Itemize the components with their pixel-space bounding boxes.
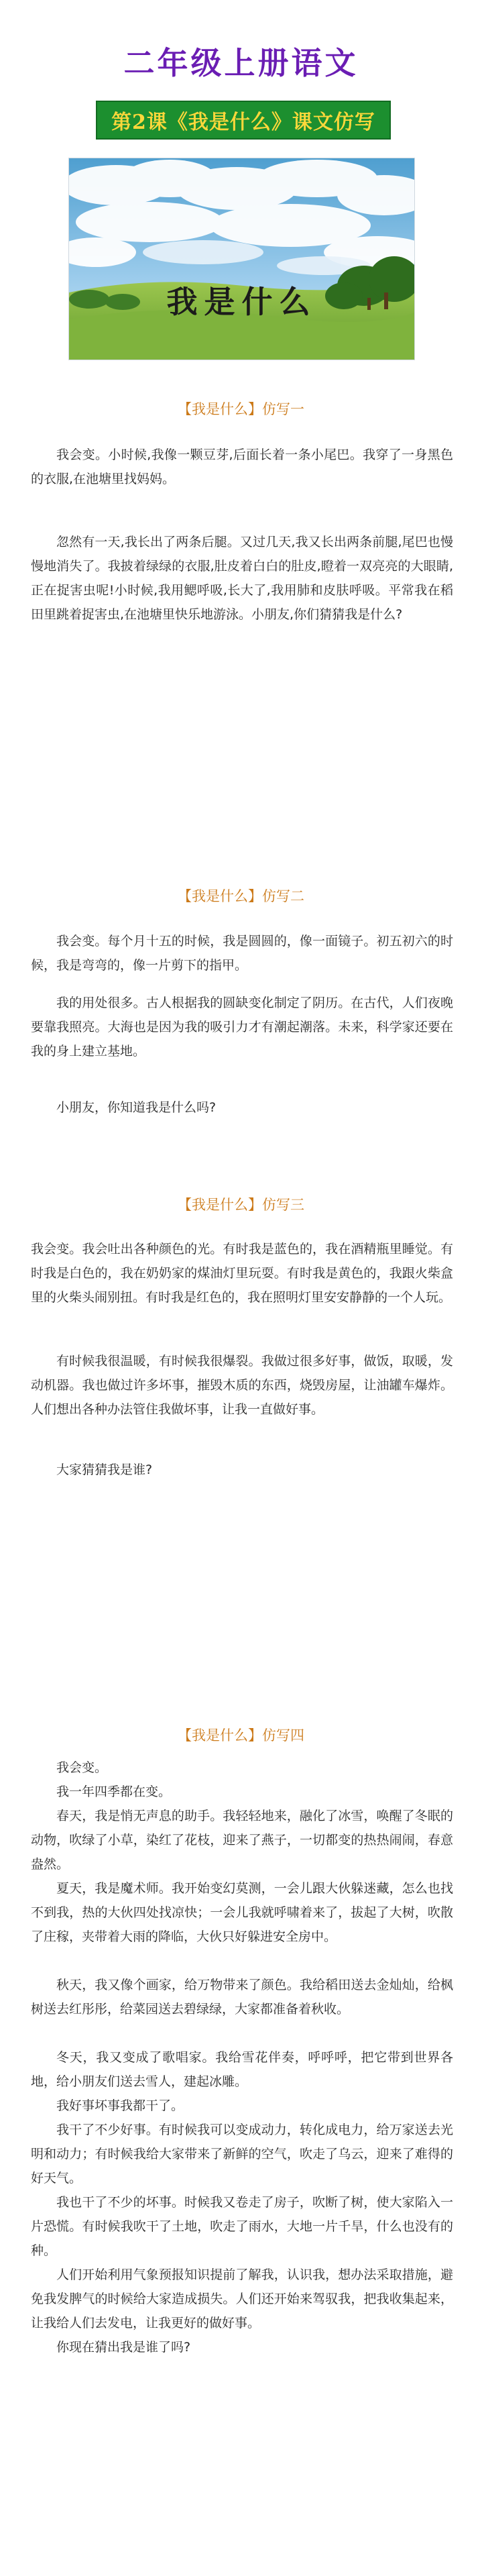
hero-illustration <box>68 158 415 360</box>
lesson-banner-text: 第2课《我是什么》课文仿写 <box>111 111 375 134</box>
section-4-paragraph-9: 我也干了不少的坏事。时候我又卷走了房子，吹断了树，使大家陷入一片恐慌。有时候我吹干了土地，吹走了雨水，大地一片千旱，什么也没有的种。 <box>31 2195 453 2258</box>
section-4-paragraph-5: 秋天，我又像个画家，给万物带来了颜色。我给稻田送去金灿灿，给枫树送去红彤彤，给菜园送去碧绿绿，大家都准备着秋收。 <box>31 1978 453 2017</box>
section-heading-2: 【我是什么】仿写二 <box>178 888 304 904</box>
page-title: 二年级上册语文 <box>123 45 359 81</box>
section-1-paragraph-2: 忽然有一天,我长出了两条后腿。又过几天,我又长出两条前腿,尾巴也慢慢地消失了。我披着绿绿的衣服,肚皮着白白的肚皮,瞪着一双亮亮的大眼睛,正在捉害虫呢!小时候,我用鳃呼吸,长大了,我用肺和皮肤呼吸。平常我在稻田里跳着捉害虫,在池塘里快乐地游泳。小朋友,你们猜猜我是什么? <box>31 535 453 622</box>
section-3-paragraph-3: 大家猜猜我是谁? <box>56 1462 153 1477</box>
section-4-paragraph-11: 你现在猜出我是谁了吗? <box>56 2340 191 2355</box>
section-4-paragraph-8: 我干了不少好事。有时候我可以变成动力，转化成电力，给万家送去光明和动力；有时候我给大家带来了新鲜的空气，吹走了乌云，迎来了难得的好天气。 <box>31 2123 453 2186</box>
section-2-paragraph-1: 我会变。每个月十五的时候，我是圆圆的，像一面镜子。初五初六的时候，我是弯弯的，像一片剪下的指甲。 <box>31 934 453 973</box>
section-4-paragraph-1: 我会变。 <box>56 1760 108 1775</box>
section-2-paragraph-3: 小朋友，你知道我是什么吗? <box>56 1100 217 1115</box>
section-4-paragraph-3: 春天，我是悄无声息的助手。我轻轻地来，融化了冰雪，唤醒了冬眠的动物，吹绿了小草，染红了花枝，迎来了燕子，一切都变的热热闹闹，春意盎然。 <box>31 1809 453 1872</box>
section-4-paragraph-4: 夏天，我是魔术师。我开始变幻莫测，一会儿跟大伙躲迷藏，怎么也找不到我，热的大伙四处找凉快；一会儿我就呼啸着来了，拔起了大树，吹散了庄稼，夹带着大雨的降临，大伙只好躲进安全房中。 <box>31 1881 453 1944</box>
section-heading-1: 【我是什么】仿写一 <box>178 401 304 417</box>
section-1-paragraph-1: 我会变。小时候,我像一颗豆芽,后面长着一条小尾巴。我穿了一身黑色的衣服,在池塘里找妈妈。 <box>31 447 453 486</box>
section-4-paragraph-2: 我一年四季都在变。 <box>56 1784 172 1799</box>
section-heading-3: 【我是什么】仿写三 <box>178 1197 304 1213</box>
sky-landscape-illustration <box>69 158 414 360</box>
section-4-paragraph-6: 冬天，我又变成了歌唱家。我给雪花伴奏，呼呼呼，把它带到世界各地，给小朋友们送去雪人，建起冰雕。 <box>31 2050 453 2089</box>
section-3-paragraph-2: 有时候我很温暖，有时候我很爆裂。我做过很多好事，做饭，取暖，发动机器。我也做过许多坏事，摧毁木质的东西，烧毁房屋，让油罐车爆炸。人们想出各种办法管住我做坏事，让我一直做好事。 <box>31 1354 453 1417</box>
hero-title: 我是什么 <box>166 284 317 320</box>
section-2-paragraph-2: 我的用处很多。古人根据我的圆缺变化制定了阴历。在古代，人们夜晚要靠我照亮。大海也是因为我的吸引力才有潮起潮落。未来，科学家还要在我的身上建立基地。 <box>31 996 453 1059</box>
lesson-banner <box>96 101 391 140</box>
section-3-paragraph-1: 我会变。我会吐出各种颜色的光。有时我是蓝色的，我在酒精瓶里睡觉。有时我是白色的，我在奶奶家的煤油灯里玩耍。有时我是黄色的，我跟火柴盒里的火柴头闹别扭。有时我是红色的，我在照明灯里安安静静的一个人玩。 <box>31 1242 453 1305</box>
section-heading-4: 【我是什么】仿写四 <box>178 1727 304 1743</box>
section-4-paragraph-10: 人们开始利用气象预报知识提前了解我，认识我，想办法采取措施，避免我发脾气的时候给大家造成损失。人们还开始来驾驭我，把我收集起来，让我给人们去发电，让我更好的做好事。 <box>31 2267 453 2330</box>
section-4-paragraph-7: 我好事坏事我都干了。 <box>56 2098 184 2113</box>
